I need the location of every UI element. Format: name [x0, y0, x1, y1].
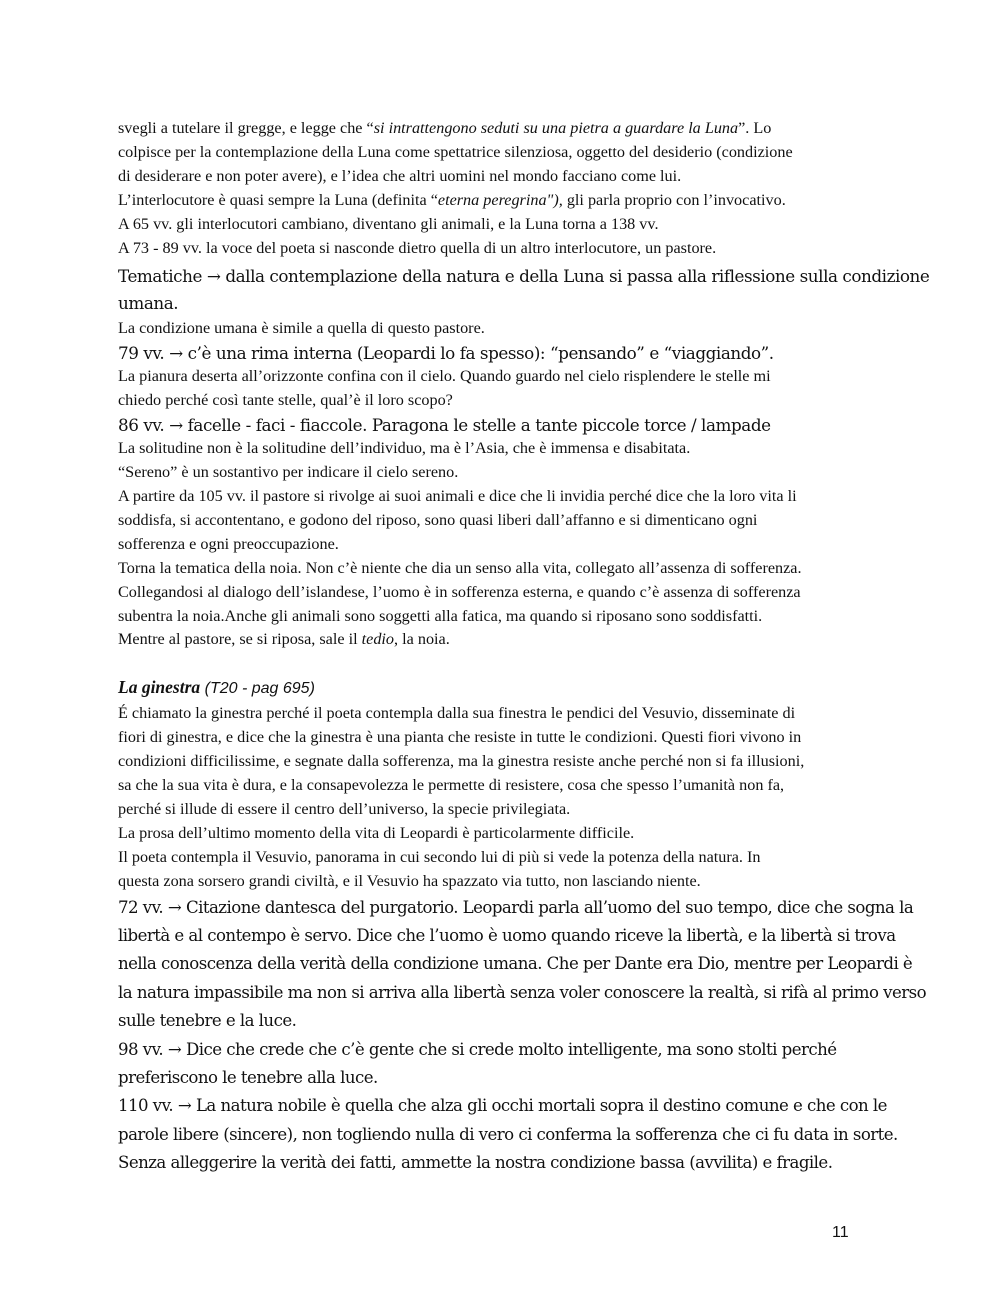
- quoted-italic: eterna peregrina"),: [437, 190, 563, 209]
- text-line: É chiamato la ginestra perché il poeta contempla dalla sua finestra le pendici del Vesuvio, disseminate di: [118, 704, 796, 723]
- text-line: sa che la sua vita è dura, e la consapevolezza le permette di resistere, cosa che spesso l’umanità non fa,: [118, 776, 785, 795]
- italic-word: tedio: [361, 630, 395, 649]
- text-line: 79 vv. → c’è una rima interna (Leopardi lo fa spesso): “pensando” e “viaggiando”.: [118, 343, 774, 364]
- text-line: A 73 - 89 vv. la voce del poeta si nasconde dietro quella di un altro interlocutore, un pastore.: [118, 238, 717, 257]
- text-line: libertà e al contempo è servo. Dice che l’uomo è uomo quando riceve la libertà, e la libertà si trova: [118, 925, 896, 945]
- text-line: sulle tenebre e la luce.: [118, 1011, 297, 1031]
- text-line: preferiscono le tenebre alla luce.: [118, 1068, 378, 1087]
- text-line: nella conoscenza della verità della condizione umana. Che per Dante era Dio, mentre per Leopardi è: [118, 954, 913, 974]
- page-content: [118, 117, 930, 1178]
- section-title: La ginestra: [118, 677, 201, 698]
- text-line: [118, 117, 888, 141]
- text-line: La solitudine non è la solitudine dell’individuo, ma è l’Asia, che è immensa e disabitata.: [118, 439, 691, 458]
- text-run: L’interlocutore è quasi sempre la Luna (definita “: [118, 190, 438, 209]
- text-line: Tematiche → dalla contemplazione della natura e della Luna si passa alla riflessione sulla condizione: [118, 266, 930, 287]
- text-line: fiori di ginestra, e dice che la ginestra è una pianta che resiste in tutte le condizioni. Questi fiori vivono in: [118, 728, 802, 747]
- text-line: chiedo perché così tante stelle, qual’è il loro scopo?: [118, 391, 453, 410]
- text-line: subentra la noia.Anche gli animali sono soggetti alla fatica, ma quando si riposano sono soddisfatti.: [118, 606, 763, 625]
- text-line: [118, 189, 888, 213]
- text-line: perché si illude di essere il centro dell’universo, la specie privilegiata.: [118, 799, 571, 818]
- section-reference: (T20 - pag 695): [200, 680, 315, 698]
- text-run: Mentre al pastore, se si riposa, sale il: [118, 630, 362, 649]
- text-line: Senza alleggerire la verità dei fatti, ammette la nostra condizione bassa (avvilita) e fragile.: [118, 1153, 833, 1173]
- text-line: La pianura deserta all’orizzonte confina con il cielo. Quando guardo nel cielo risplendere le stelle mi: [118, 367, 771, 386]
- quoted-italic: si intrattengono seduti su una pietra a guardare la Luna: [373, 119, 739, 137]
- text-line: condizioni difficilissime, e segnate dalla sofferenza, ma la ginestra resiste anche perché non si fa illusioni,: [118, 752, 805, 771]
- text-line: 72 vv. → Citazione dantesca del purgatorio. Leopardi parla all’uomo del suo tempo, dice che sogna la: [118, 897, 914, 917]
- text-line: La prosa dell’ultimo momento della vita di Leopardi è particolarmente difficile.: [118, 823, 635, 842]
- text-run: , la noia.: [394, 630, 450, 649]
- section-heading: [118, 674, 888, 702]
- text-line: [118, 628, 888, 652]
- text-line: colpisce per la contemplazione della Luna come spettatrice silenziosa, oggetto del desiderio (condizione: [118, 142, 793, 161]
- text-line: Collegandosi al dialogo dell’islandese, l’uomo è in sofferenza esterna, e quando c’è assenza di sofferenza: [118, 582, 801, 601]
- text-line: Il poeta contempla il Vesuvio, panorama in cui secondo lui di più si vede la potenza della natura. In: [118, 847, 761, 866]
- text-line: “Sereno” è un sostantivo per indicare il cielo sereno.: [118, 463, 459, 482]
- text-line: La condizione umana è simile a quella di questo pastore.: [118, 319, 485, 338]
- text-run: svegli a tutelare il gregge, e legge che “: [118, 119, 374, 137]
- page-number: 11: [832, 1224, 849, 1241]
- text-line: A partire da 105 vv. il pastore si rivolge ai suoi animali e dice che li invidia perché dice che la loro vita li: [118, 486, 797, 505]
- text-line: 110 vv. → La natura nobile è quella che alza gli occhi mortali sopra il destino comune e che con le: [118, 1096, 887, 1116]
- text-line: 98 vv. → Dice che crede che c’è gente che si crede molto intelligente, ma sono stolti perché: [118, 1039, 837, 1059]
- text-line: Torna la tematica della noia. Non c’è niente che dia un senso alla vita, collegato all’assenza di sofferenza.: [118, 558, 802, 577]
- text-line: 86 vv. → facelle - faci - fiaccole. Paragona le stelle a tante piccole torce / lampade: [118, 415, 771, 436]
- text-run: gli parla proprio con l’invocativo.: [562, 190, 786, 209]
- text-line: A 65 vv. gli interlocutori cambiano, diventano gli animali, e la Luna torna a 138 vv.: [118, 214, 659, 233]
- text-line: di desiderare e non poter avere), e l’idea che altri uomini nel mondo facciano come lui.: [118, 166, 682, 185]
- text-line: sofferenza e ogni preoccupazione.: [118, 534, 339, 553]
- text-line: la natura impassibile ma non si arriva alla libertà senza voler conoscere la realtà, si rifà al primo verso: [118, 982, 927, 1002]
- text-line: soddisfa, si accontentano, e godono del riposo, sono quasi liberi dall’affanno e si dimenticano ogni: [118, 510, 758, 529]
- text-line: umana.: [118, 293, 179, 314]
- text-run: ”. Lo: [738, 119, 772, 137]
- text-line: parole libere (sincere), non togliendo nulla di vero ci conferma la sofferenza che ci fu data in sorte.: [118, 1124, 898, 1144]
- text-line: questa zona sorsero grandi civiltà, e il Vesuvio ha spazzato via tutto, non lasciando niente.: [118, 871, 701, 890]
